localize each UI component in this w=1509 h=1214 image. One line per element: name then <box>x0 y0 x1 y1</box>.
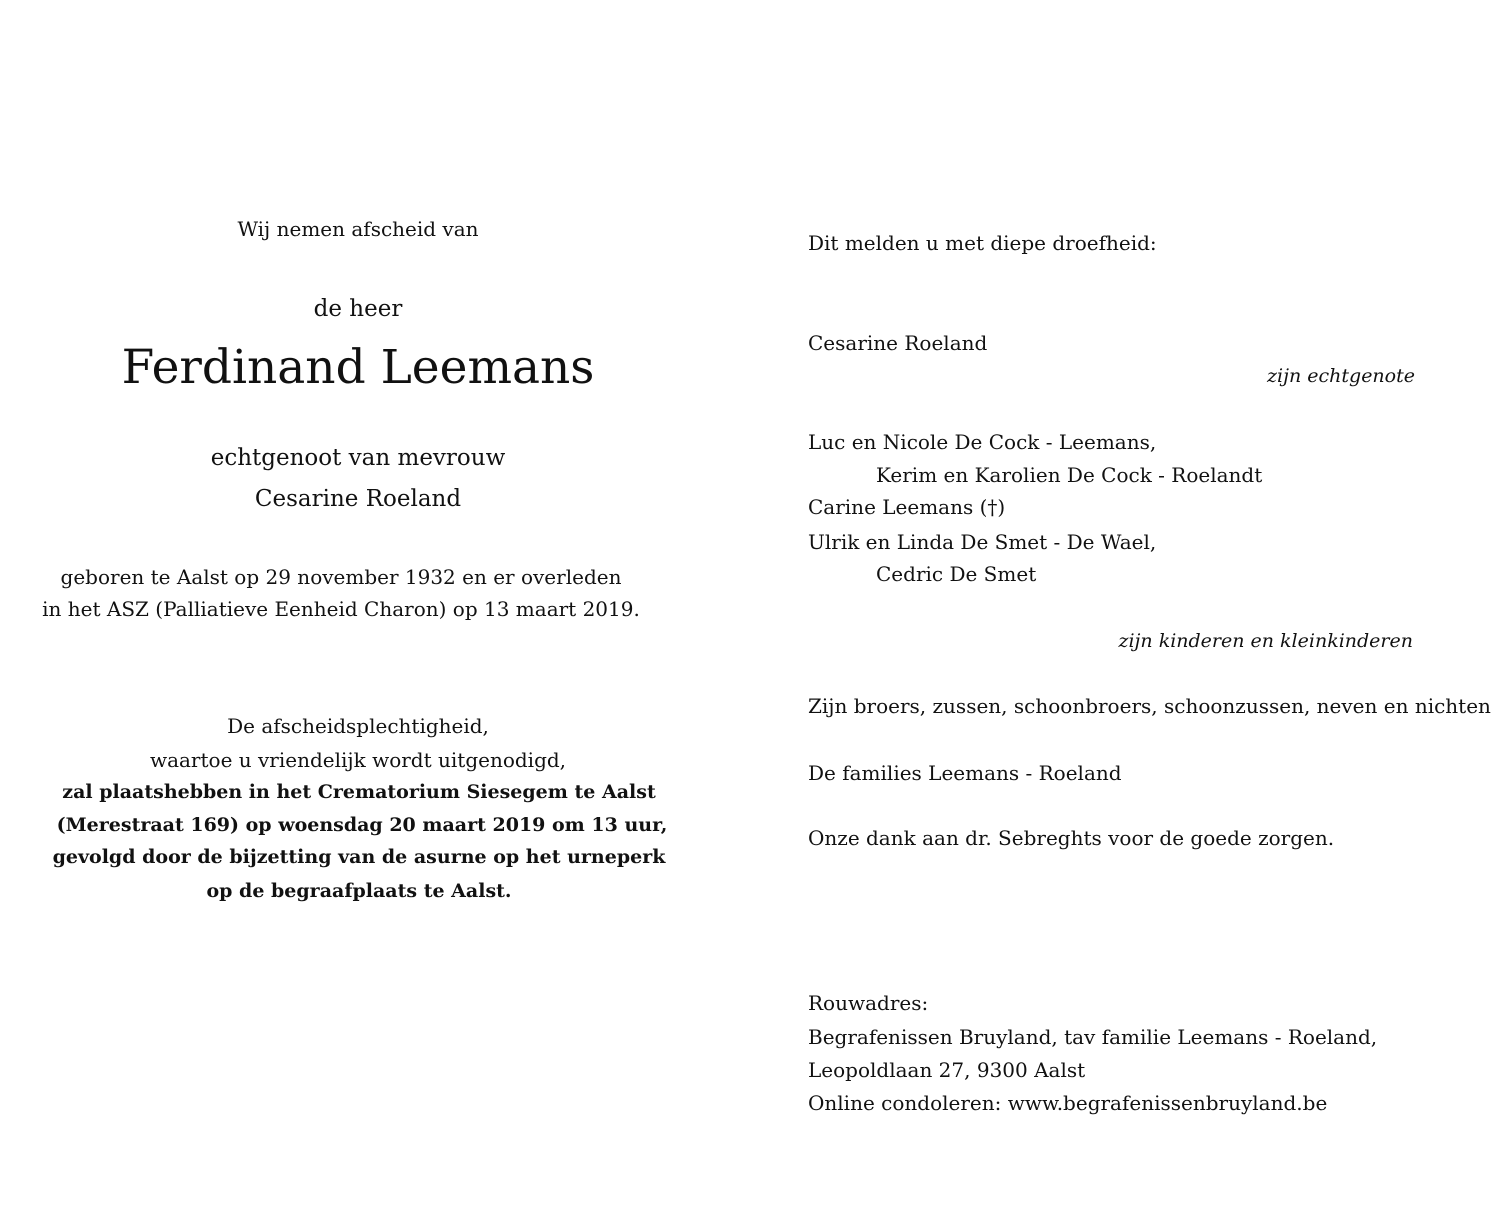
intro-text: Wij nemen afscheid van <box>237 217 479 241</box>
announcement-intro: Dit melden u met diepe droefheid: <box>808 231 1157 255</box>
child-entry: Ulrik en Linda De Smet - De Wael, <box>808 530 1157 554</box>
children-role: zijn kinderen en kleinkinderen <box>1118 630 1413 652</box>
ceremony-cemetery: op de begraafplaats te Aalst. <box>206 880 512 902</box>
spouse-intro: echtgenoot van mevrouw <box>210 445 506 471</box>
thanks-text: Onze dank aan dr. Sebreghts voor de goede zorgen. <box>808 826 1335 850</box>
deceased-name: Ferdinand Leemans <box>121 340 595 395</box>
ceremony-location: zal plaatshebben in het Crematorium Siesegem te Aalst <box>62 781 656 803</box>
child-entry: Carine Leemans (†) <box>808 495 1006 519</box>
birth-line-2: in het ASZ (Palliatieve Eenheid Charon) op 13 maart 2019. <box>42 597 640 621</box>
spouse-role: zijn echtgenote <box>1267 365 1415 387</box>
families-entry: De families Leemans - Roeland <box>808 761 1122 785</box>
address-label: Rouwadres: <box>808 991 929 1015</box>
spouse-name: Cesarine Roeland <box>254 486 462 512</box>
birth-line-1: geboren te Aalst op 29 november 1932 en er overleden <box>60 565 622 589</box>
ceremony-date: (Merestraat 169) op woensdag 20 maart 2019 om 13 uur, <box>56 814 668 836</box>
honorific: de heer <box>313 296 403 322</box>
child-entry: Luc en Nicole De Cock - Leemans, <box>808 430 1157 454</box>
siblings-entry: Zijn broers, zussen, schoonbroers, schoonzussen, neven en nichten <box>808 694 1491 718</box>
condolence-website: Online condoleren: www.begrafenissenbruyland.be <box>808 1091 1328 1115</box>
ceremony-burial: gevolgd door de bijzetting van de asurne op het urneperk <box>52 846 666 868</box>
grandchild-entry: Kerim en Karolien De Cock - Roelandt <box>876 463 1263 487</box>
ceremony-line-2: waartoe u vriendelijk wordt uitgenodigd, <box>149 748 567 772</box>
address-line-2: Leopoldlaan 27, 9300 Aalst <box>808 1058 1086 1082</box>
ceremony-line-1: De afscheidsplechtigheid, <box>227 714 489 738</box>
address-line-1: Begrafenissen Bruyland, tav familie Leemans - Roeland, <box>808 1025 1378 1049</box>
grandchild-entry: Cedric De Smet <box>876 562 1037 586</box>
spouse-entry: Cesarine Roeland <box>808 331 988 355</box>
